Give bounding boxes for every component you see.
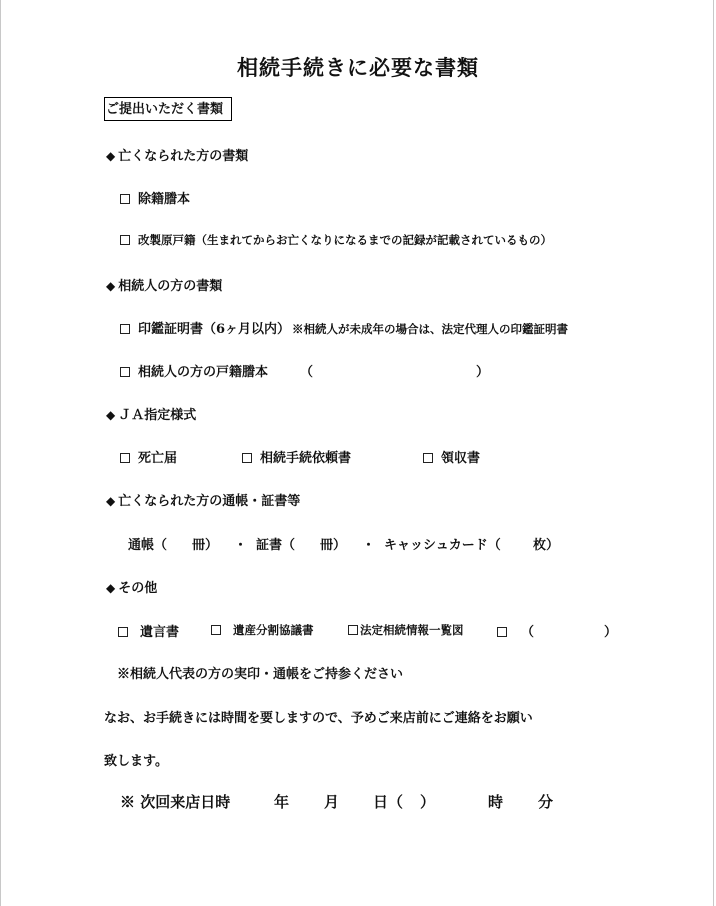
item-label: 相続手続依頼書 xyxy=(260,451,352,466)
next-visit-year: 年 xyxy=(274,793,290,811)
next-visit-day: 日（ xyxy=(373,793,404,811)
checkbox-icon[interactable] xyxy=(242,453,252,463)
page-title: 相続手続きに必要な書類 xyxy=(237,55,479,80)
section-other xyxy=(106,577,157,596)
section-heading: その他 xyxy=(118,581,158,596)
diamond-bullet-icon: ◆ xyxy=(106,149,116,163)
cash-card-count-label: キャッシュカード（ xyxy=(384,538,501,553)
checklist-item-death-notice[interactable] xyxy=(120,447,177,466)
separator-dot: ・ xyxy=(234,538,248,553)
checklist-item-receipt[interactable] xyxy=(423,447,480,466)
close-paren: ） xyxy=(604,625,618,640)
section-deceased-docs xyxy=(106,145,248,164)
checkbox-icon[interactable] xyxy=(118,627,128,637)
passbook-unit: 冊） xyxy=(192,538,219,553)
item-label: 遺言書 xyxy=(140,625,180,640)
open-paren: （ xyxy=(300,365,314,380)
checkbox-icon[interactable] xyxy=(120,235,130,245)
bring-items-note: ※相続人代表の方の実印・通帳をご持参ください xyxy=(117,667,404,682)
contact-note-line2: 致します。 xyxy=(104,754,168,769)
diamond-bullet-icon: ◆ xyxy=(106,581,116,595)
passbook-count-label: 通帳（ xyxy=(128,538,168,553)
checkbox-icon[interactable] xyxy=(120,453,130,463)
separator-dot: ・ xyxy=(362,538,376,553)
checklist-item-seal-certificate[interactable] xyxy=(120,318,568,337)
next-visit-month: 月 xyxy=(324,793,340,811)
checkbox-icon[interactable] xyxy=(120,194,130,204)
checkbox-icon[interactable] xyxy=(497,627,507,637)
page-edge xyxy=(713,0,714,906)
certificate-count-label: 証書（ xyxy=(256,538,296,553)
checkbox-icon[interactable] xyxy=(120,367,130,377)
checklist-item-kaisei-genkoseki[interactable] xyxy=(120,232,552,248)
section-heading: ＪＡ指定様式 xyxy=(118,408,197,423)
section-heading: 亡くなられた方の書類 xyxy=(118,149,249,164)
section-heading: 相続人の方の書類 xyxy=(118,279,223,294)
checkbox-icon[interactable] xyxy=(348,625,358,635)
checklist-item-family-register[interactable] xyxy=(120,361,268,380)
next-visit-weekday-close: ） xyxy=(420,793,436,811)
item-label: 除籍謄本 xyxy=(138,192,191,207)
certificate-unit: 冊） xyxy=(320,538,347,553)
section-heir-docs xyxy=(106,275,222,294)
diamond-bullet-icon: ◆ xyxy=(106,494,116,508)
checklist-item-request-form[interactable] xyxy=(242,447,351,466)
cash-card-unit: 枚） xyxy=(533,538,560,553)
open-paren: （ xyxy=(521,625,535,640)
section-passbooks xyxy=(106,490,300,509)
checklist-item-joseki[interactable] xyxy=(120,188,190,207)
checklist-item-inheritance-chart[interactable] xyxy=(348,622,464,638)
item-note: ※相続人が未成年の場合は、法定代理人の印鑑証明書 xyxy=(292,322,569,336)
next-visit-hour: 時 xyxy=(488,793,504,811)
section-heading: 亡くなられた方の通帳・証書等 xyxy=(118,494,301,509)
submit-documents-label: ご提出いただく書類 xyxy=(104,97,232,121)
close-paren: ） xyxy=(476,365,490,380)
section-ja-forms xyxy=(106,404,196,423)
checklist-item-other-blank[interactable] xyxy=(497,621,534,640)
contact-note-line1: なお、お手続きには時間を要しますので、予めご来店前にご連絡をお願い xyxy=(104,711,533,726)
checkbox-icon[interactable] xyxy=(120,324,130,334)
checklist-item-will[interactable] xyxy=(118,621,179,640)
item-label: 相続人の方の戸籍謄本 xyxy=(138,365,269,380)
diamond-bullet-icon: ◆ xyxy=(106,408,116,422)
checkbox-icon[interactable] xyxy=(423,453,433,463)
next-visit-label: ※ 次回来店日時 xyxy=(120,793,231,811)
diamond-bullet-icon: ◆ xyxy=(106,279,116,293)
checkbox-icon[interactable] xyxy=(211,625,221,635)
item-label: 法定相続情報一覧図 xyxy=(360,623,464,637)
page-edge xyxy=(0,0,1,906)
checklist-item-division-agreement[interactable] xyxy=(211,622,314,638)
item-label: 印鑑証明書（6ヶ月以内） xyxy=(138,322,291,337)
item-label: 遺産分割協議書 xyxy=(233,623,314,637)
item-label: 死亡届 xyxy=(138,451,178,466)
item-label: 改製原戸籍（生まれてからお亡くなりになるまでの記録が記載されているもの） xyxy=(138,233,552,247)
item-label: 領収書 xyxy=(441,451,481,466)
next-visit-minute: 分 xyxy=(538,793,554,811)
